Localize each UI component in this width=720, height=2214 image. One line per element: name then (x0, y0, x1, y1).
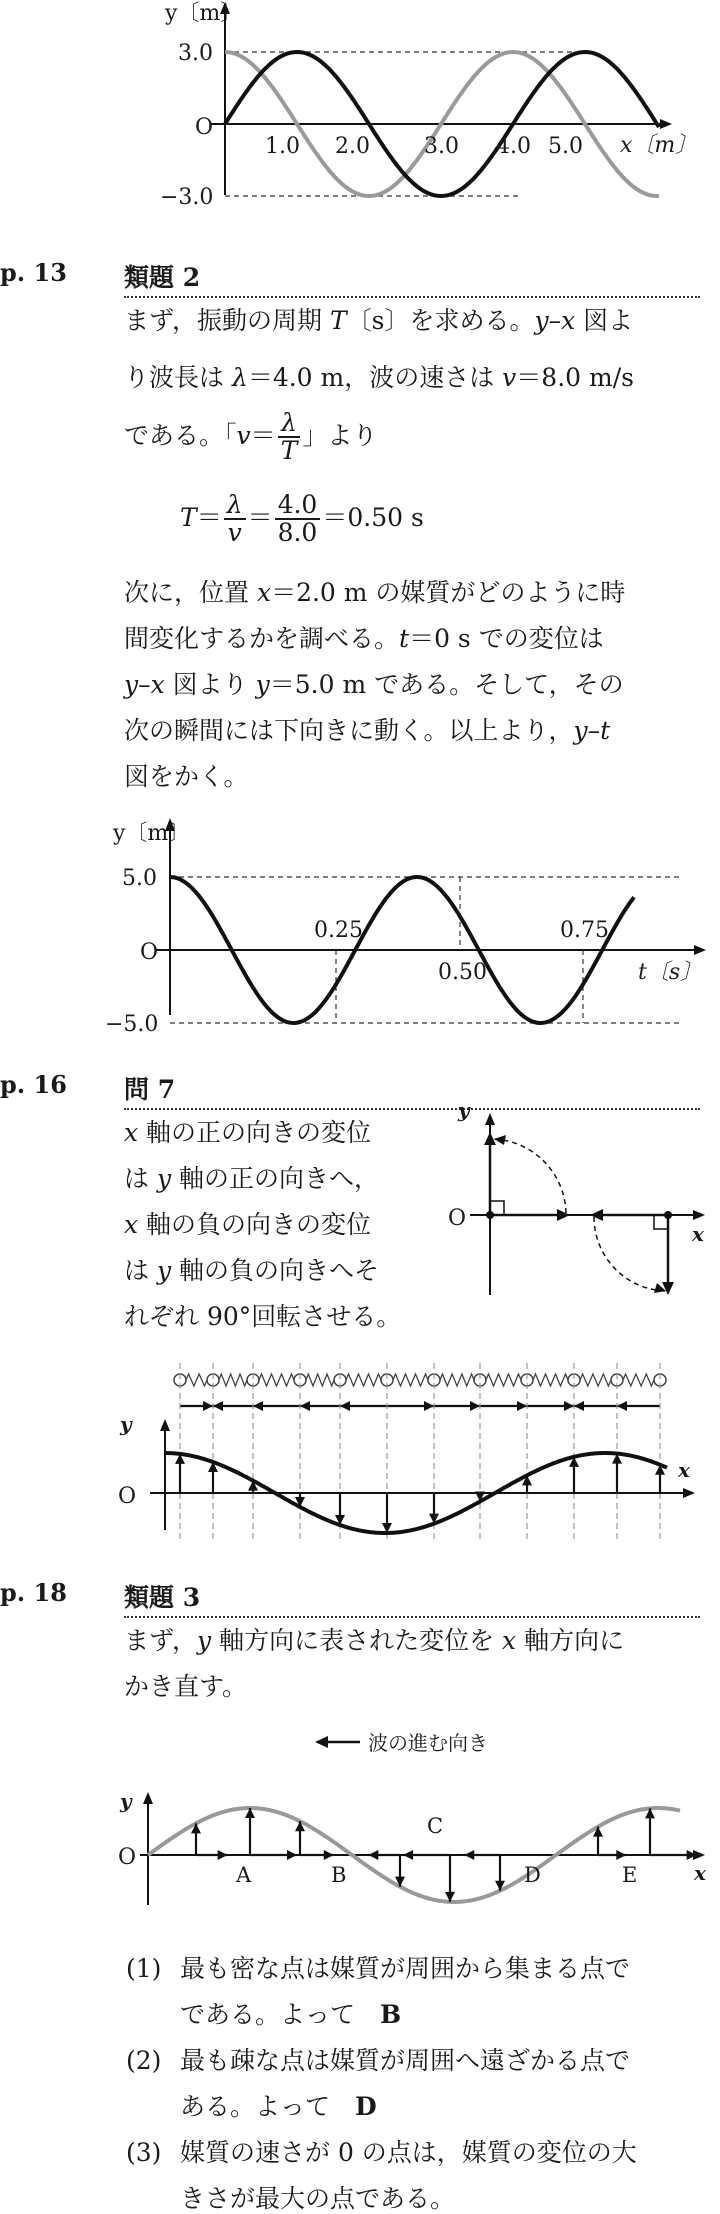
fraction-lambda-over-T: $\frac{\lambda}{T}$ (278, 410, 301, 465)
sec13-line4: 次に，位置 x＝2.0 m の媒質がどのように時 (124, 578, 626, 607)
section-divider (124, 296, 700, 298)
spring-coil (393, 1374, 428, 1386)
spring-coil (306, 1374, 334, 1386)
rot-x-label: x (692, 1222, 704, 1246)
answer-3-line1: 媒質の速さが 0 の点は，媒質の変位の大 (180, 2138, 637, 2167)
answer-1-line2: である。よって B (180, 2000, 402, 2029)
point-label-A: A (236, 1863, 252, 1887)
rot-origin: O (448, 1206, 467, 1231)
graph1-x-tick: 1.0 (265, 134, 300, 159)
sec13-line7: 次の瞬間には下向きに動く。以上より，y–t (124, 716, 611, 745)
answer-1-num: (1) (126, 1954, 162, 1983)
graph1-x-tick: 3.0 (424, 134, 459, 159)
graph2-origin: O (140, 940, 159, 965)
sec13-line8: 図をかく。 (124, 762, 249, 791)
sec13-line2: り波長は λ＝4.0 m，波の速さは v＝8.0 m/s (124, 363, 634, 392)
spring-guides (180, 1363, 660, 1540)
spring-coil (259, 1374, 294, 1386)
graph2-t-label: t〔s〕 (638, 960, 703, 985)
sec16-line1: x 軸の正の向きの変位 (124, 1118, 372, 1147)
graph2-tick-025: 0.25 (314, 918, 363, 943)
spring-coil (346, 1374, 381, 1386)
graph1-tick-3: 3.0 (178, 41, 213, 66)
period-equation: T＝ $\frac{\lambda}{v}$ ＝ $\frac{4.0}{8.0}$ ＝0.50 s (180, 490, 424, 548)
spring-wave-diagram (0, 1345, 720, 1545)
sec13-line1: まず，振動の周期 T〔s〕を求める。y–x 図よ (124, 306, 634, 335)
graph1-origin: O (195, 115, 214, 140)
sec13-line5: 間変化するかを調べる。t＝0 s での変位は (124, 624, 604, 653)
page-ref-13: p. 13 (0, 258, 67, 287)
graph2-t-arrowhead (694, 945, 706, 955)
graph3-y-label: y (120, 1789, 132, 1813)
graph1-x-label: x〔m〕 (620, 133, 698, 158)
spring-coil (486, 1374, 521, 1386)
sec13-line6: y–x 図より y＝5.0 m である。そして，その (124, 670, 624, 699)
point-label-C: C (427, 1814, 444, 1838)
answer-2-line1: 最も疎な点は媒質が周囲へ遠ざかる点で (180, 2046, 631, 2075)
point-label-B: B (331, 1863, 347, 1887)
graph1-y-label: y〔m〕 (165, 1, 243, 26)
graph3-x-label: x (694, 1861, 706, 1885)
section-divider (124, 1616, 700, 1618)
answer-3-num: (3) (126, 2138, 162, 2167)
answer-2-line2: ある。よって D (180, 2092, 377, 2121)
point-label-D: D (524, 1863, 541, 1887)
graph1-x-tick: 2.0 (335, 134, 370, 159)
graph1-x-arrowhead (660, 119, 672, 129)
point-label-E: E (622, 1863, 638, 1887)
section-title-ruidai2: 類題 2 (124, 263, 201, 292)
sec16-line2: は y 軸の正の向きへ， (124, 1164, 380, 1193)
answer-1-value: B (380, 2000, 402, 2029)
sec18-line1: まず，y 軸方向に表された変位を x 軸方向に (124, 1626, 625, 1655)
sec16-line3: x 軸の負の向きの変位 (124, 1210, 372, 1239)
rot-y-label: y (458, 1105, 470, 1122)
spring-coil (219, 1374, 247, 1386)
spring-coil (623, 1374, 654, 1386)
graph1-x-tick: 4.0 (496, 134, 531, 159)
spring-coil (186, 1374, 207, 1386)
graph3-displacement-arrows (191, 1808, 697, 1902)
graph1-x-tick: 5.0 (548, 134, 583, 159)
spring-coil (533, 1374, 568, 1386)
section-title-ruidai3: 類題 3 (124, 1583, 201, 1612)
sec18-line2: かき直す。 (124, 1672, 248, 1701)
graph3-origin: O (118, 1845, 137, 1870)
answer-2-num: (2) (126, 2046, 162, 2075)
page-ref-18: p. 18 (0, 1578, 67, 1607)
direction-label: 波の進む向き (368, 1731, 488, 1755)
page-ref-16: p. 16 (0, 1070, 67, 1099)
graph2-tick-neg5: −5.0 (105, 1012, 159, 1035)
graph1-wave-comparison (0, 0, 720, 215)
answer-1-line1: 最も密な点は媒質が周囲から集まる点で (180, 1954, 631, 1983)
graph1-tick-neg3: −3.0 (160, 185, 214, 210)
rot-arc-upper (494, 1139, 566, 1213)
section-title-toi7: 問 7 (124, 1075, 176, 1104)
answer-3-line2: きさが最大の点である。 (180, 2184, 456, 2213)
graph2-tick-5: 5.0 (122, 866, 157, 891)
spring-coil (440, 1374, 474, 1386)
spring-origin: O (118, 1484, 137, 1509)
rot-arc-lower (594, 1217, 666, 1291)
sec16-line5: れぞれ 90°回転させる。 (124, 1302, 402, 1331)
graph2-y-t (0, 805, 720, 1035)
answer-2-value: D (355, 2092, 377, 2121)
spring-x-label: x (678, 1458, 690, 1482)
rotation-diagram (430, 1105, 720, 1305)
graph2-y-label: y〔m〕 (113, 821, 191, 846)
sec16-line4: は y 軸の負の向きへそ (124, 1256, 380, 1285)
spring-chain (174, 1374, 666, 1411)
spring-y-label: y (120, 1412, 132, 1436)
sec13-line3: である。「v＝ $\frac{\lambda}{T}$ 」より (124, 408, 378, 466)
graph3-direction-diagram (0, 1720, 720, 1920)
graph2-tick-050: 0.50 (438, 960, 487, 985)
graph2-tick-075: 0.75 (560, 918, 609, 943)
spring-coil (580, 1374, 611, 1386)
